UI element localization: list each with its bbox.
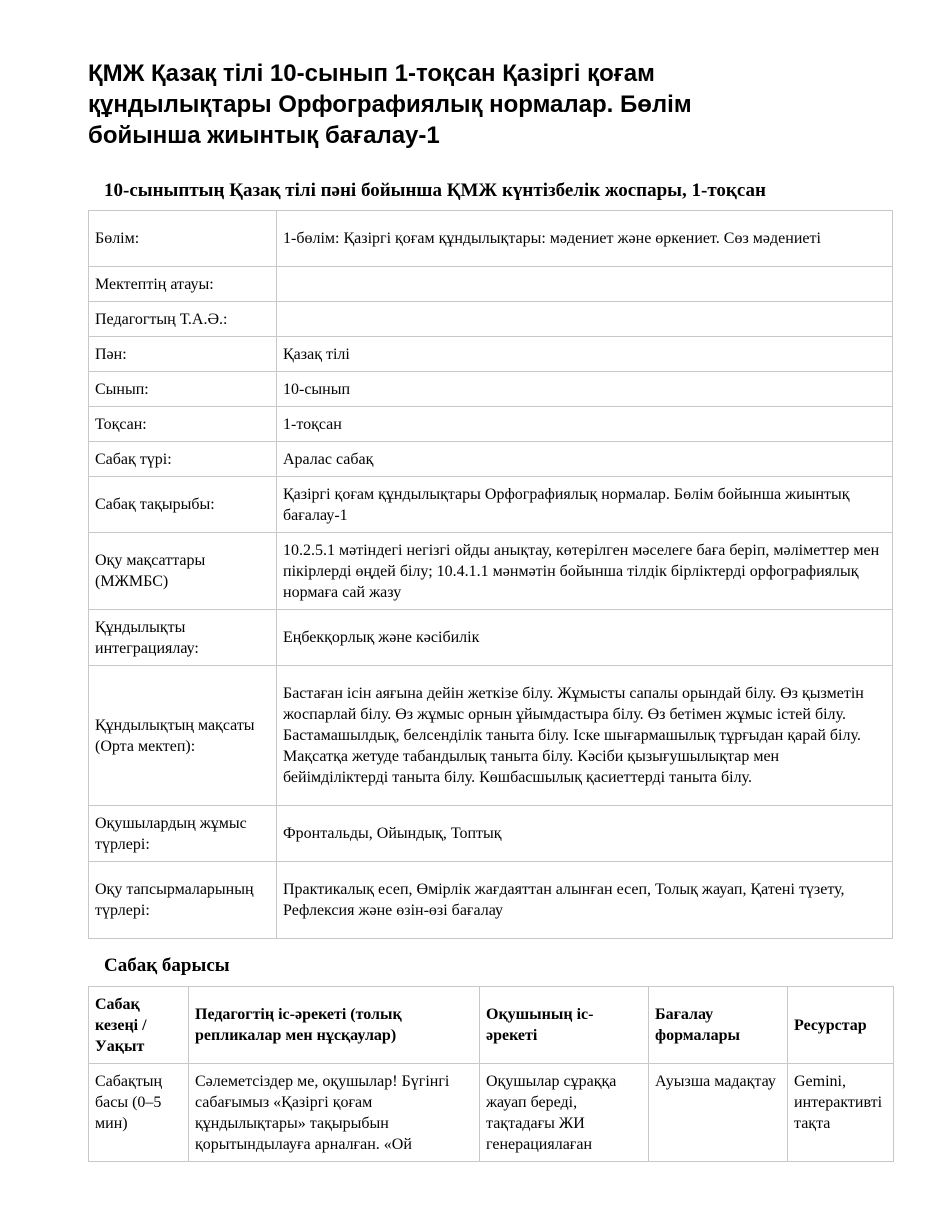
info-row	[89, 806, 893, 862]
info-value: Қазіргі қоғам құндылықтары Орфографиялық нормалар. Бөлім бойынша жиынтық бағалау-1	[277, 477, 893, 533]
info-label: Бөлім:	[89, 211, 277, 267]
info-value: 10-сынып	[277, 372, 893, 407]
lesson-heading: Сабақ барысы	[104, 955, 230, 976]
info-value: 1-бөлім: Қазіргі қоғам құндылықтары: мәдениет және өркениет. Сөз мәдениеті	[277, 211, 893, 267]
info-label: Мектептің атауы:	[89, 267, 277, 302]
cell-resources: Gemini, интерактивті тақта	[788, 1064, 894, 1162]
header-stage: Сабақ кезеңі / Уақыт	[89, 987, 189, 1064]
info-value: Аралас сабақ	[277, 442, 893, 477]
info-label: Құндылықтың мақсаты (Орта мектеп):	[89, 666, 277, 806]
info-row	[89, 337, 893, 372]
cell-stage: Сабақтың басы (0–5 мин)	[89, 1064, 189, 1162]
info-value	[277, 302, 893, 337]
header-assessment: Бағалау формалары	[649, 987, 788, 1064]
info-label: Сабақ тақырыбы:	[89, 477, 277, 533]
info-row	[89, 372, 893, 407]
table-row	[89, 1064, 894, 1162]
info-value: Практикалық есеп, Өмірлік жағдаяттан алынған есеп, Толық жауап, Қатені түзету, Рефлексия және өзін-өзі бағалау	[277, 862, 893, 939]
lesson-info-table	[88, 210, 893, 939]
info-value: Еңбекқорлық және кәсібилік	[277, 610, 893, 666]
info-row	[89, 533, 893, 610]
header-row	[89, 987, 894, 1064]
lesson-flow-table	[88, 986, 894, 1162]
info-label: Оқу мақсаттары (МЖМБС)	[89, 533, 277, 610]
cell-student-activity: Оқушылар сұраққа жауап береді, тақтадағы ЖИ генерациялаған	[480, 1064, 649, 1162]
info-row	[89, 267, 893, 302]
info-label: Педагогтың Т.А.Ә.:	[89, 302, 277, 337]
info-label: Сынып:	[89, 372, 277, 407]
info-row	[89, 477, 893, 533]
info-label: Оқушылардың жұмыс түрлері:	[89, 806, 277, 862]
document-title: ҚМЖ Қазақ тілі 10-сынып 1-тоқсан Қазіргі қоғам құндылықтары Орфографиялық нормалар. Бөлім бойынша жиынтық бағалау-1	[88, 60, 692, 149]
cell-teacher-activity: Сәлеметсіздер ме, оқушылар! Бүгінгі сабағымыз «Қазіргі қоғам құндылықтары» тақырыбын қорытындылауға арналған. «Ой	[189, 1064, 480, 1162]
info-label: Сабақ түрі:	[89, 442, 277, 477]
document-page	[88, 58, 893, 1153]
info-label: Пән:	[89, 337, 277, 372]
info-label: Құндылықты интеграциялау:	[89, 610, 277, 666]
info-row	[89, 407, 893, 442]
info-value	[277, 267, 893, 302]
plan-heading: 10-сыныптың Қазақ тілі пәні бойынша ҚМЖ күнтізбелік жоспары, 1-тоқсан	[104, 180, 766, 201]
info-row	[89, 862, 893, 939]
info-value: 10.2.5.1 мәтіндегі негізгі ойды анықтау, көтерілген мәселеге баға беріп, мәліметтер мен пікірлерді өңдей білу; 10.4.1.1 мәнмәтін бойынша тілдік бірліктерді орфографиялық нормаға сай жазу	[277, 533, 893, 610]
cell-assessment: Ауызша мадақтау	[649, 1064, 788, 1162]
info-value: Қазақ тілі	[277, 337, 893, 372]
info-value: Фронтальды, Ойындық, Топтық	[277, 806, 893, 862]
info-row	[89, 666, 893, 806]
info-row	[89, 211, 893, 267]
info-label: Оқу тапсырмаларының түрлері:	[89, 862, 277, 939]
info-row	[89, 442, 893, 477]
info-row	[89, 302, 893, 337]
info-label: Тоқсан:	[89, 407, 277, 442]
header-resources: Ресурстар	[788, 987, 894, 1064]
header-student-activity: Оқушының іс-әрекеті	[480, 987, 649, 1064]
header-teacher-activity: Педагогтің іс-әрекеті (толық репликалар мен нұсқаулар)	[189, 987, 480, 1064]
info-value: Бастаған ісін аяғына дейін жеткізе білу. Жұмысты сапалы орындай білу. Өз қызметін жоспарлай білу. Өз жұмыс орнын ұйымдастыра білу. Өз бетімен жұмыс істей білу. Бастамашылдық, белсенділік таныта білу. Іске шығармашылық тұрғыдан қарай білу. Мақсатқа жетуде табандылық таныта білу. Кәсіби қызығушылықтар мен бейімділіктерді таныта білу. Көшбасшылық қасиеттерді таныта білу.	[277, 666, 893, 806]
info-row	[89, 610, 893, 666]
info-value: 1-тоқсан	[277, 407, 893, 442]
